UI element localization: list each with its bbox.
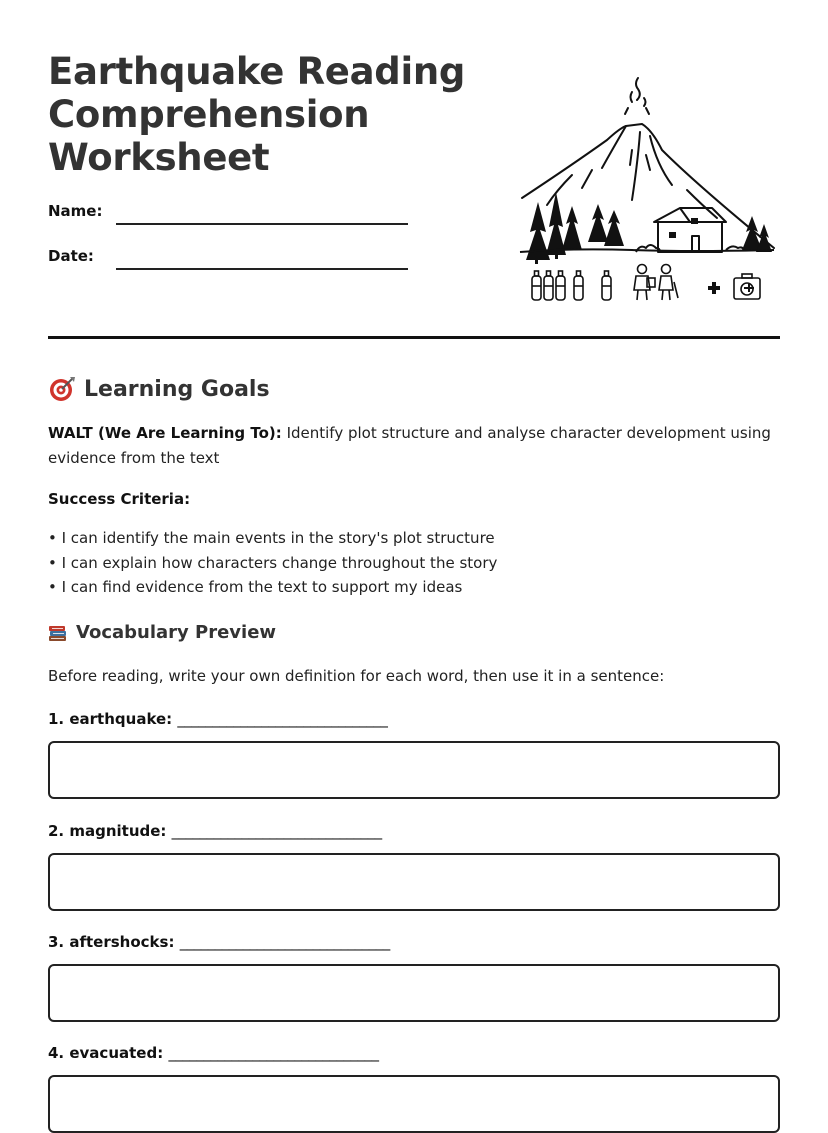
vocab-word: 3. aftershocks: — [48, 933, 175, 951]
answer-box-evacuated[interactable] — [48, 1075, 780, 1133]
answer-box-earthquake[interactable] — [48, 741, 780, 799]
vocab-item-aftershocks — [48, 933, 390, 951]
vocab-item-evacuated — [48, 1044, 378, 1062]
answer-box-magnitude[interactable] — [48, 853, 780, 911]
walt-label: WALT (We Are Learning To): — [48, 424, 282, 442]
date-line[interactable] — [116, 268, 408, 270]
vocabulary-title: Vocabulary Preview — [76, 622, 277, 643]
vocab-blank: ______________________________ — [179, 933, 390, 951]
date-label: Date: — [48, 247, 94, 265]
vocab-blank: ______________________________ — [168, 1044, 379, 1062]
vocab-word: 4. evacuated: — [48, 1044, 164, 1062]
worksheet-title: Earthquake Reading Comprehension Worksheet — [48, 50, 466, 179]
criteria-item: • I can explain how characters change throughout the story — [48, 554, 498, 572]
walt-text: Identify plot structure and analyse character development using evidence from the text — [48, 424, 771, 467]
success-criteria-heading: Success Criteria: — [48, 490, 191, 508]
books-icon — [48, 623, 68, 643]
target-icon — [48, 375, 76, 403]
vocab-blank: ______________________________ — [177, 710, 388, 728]
vocab-word: 2. magnitude: — [48, 822, 167, 840]
name-field[interactable] — [48, 202, 408, 226]
vocabulary-heading — [48, 622, 276, 643]
volcano-house-supplies-illustration — [512, 70, 782, 310]
learning-goals-heading — [48, 375, 270, 403]
vocab-blank: ______________________________ — [171, 822, 382, 840]
section-divider — [48, 336, 780, 339]
learning-goals-title: Learning Goals — [84, 376, 270, 402]
name-label: Name: — [48, 202, 103, 220]
vocabulary-instructions: Before reading, write your own definition for each word, then use it in a sentence: — [48, 667, 665, 685]
vocab-word: 1. earthquake: — [48, 710, 173, 728]
criteria-item: • I can find evidence from the text to support my ideas — [48, 578, 463, 596]
date-field[interactable] — [48, 247, 408, 271]
vocab-item-magnitude — [48, 822, 382, 840]
vocab-item-earthquake — [48, 710, 387, 728]
name-line[interactable] — [116, 223, 408, 225]
walt-paragraph — [48, 421, 780, 471]
answer-box-aftershocks[interactable] — [48, 964, 780, 1022]
criteria-item: • I can identify the main events in the story's plot structure — [48, 529, 495, 547]
